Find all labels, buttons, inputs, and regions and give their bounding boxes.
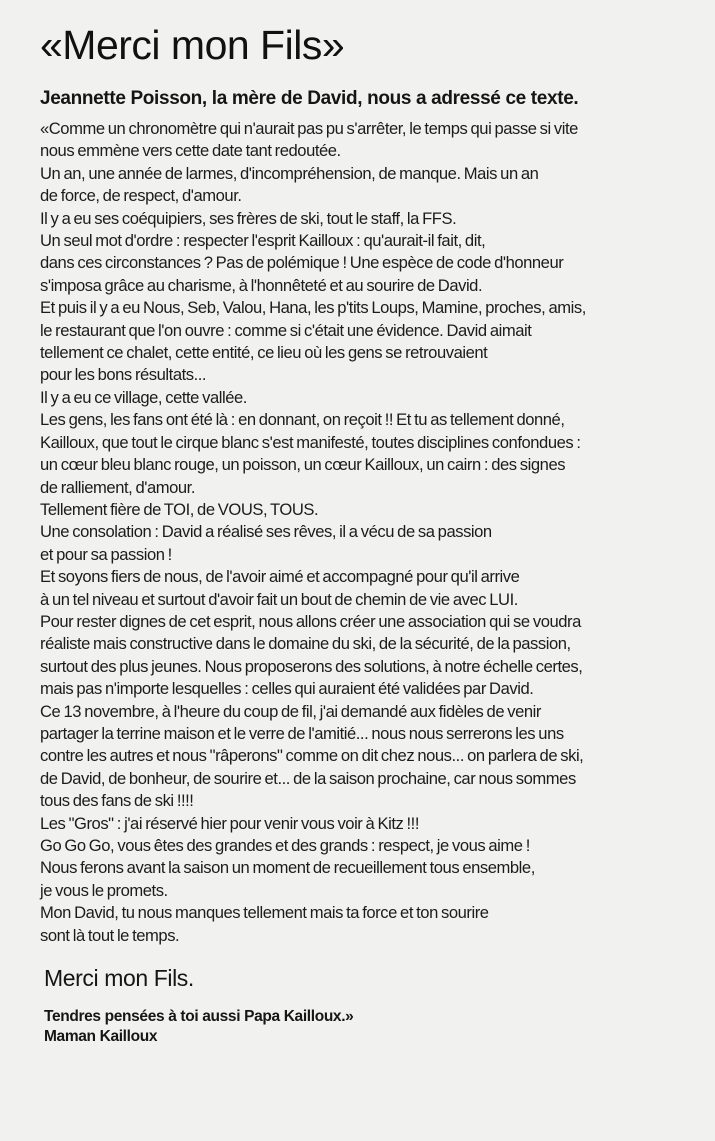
body-line: Kailloux, que tout le cirque blanc s'est manifesté, toutes disciplines confondues : (40, 432, 581, 452)
signature-block (44, 1007, 691, 1047)
body-line: Pour rester dignes de cet esprit, nous allons créer une association qui se voudra (40, 611, 581, 631)
article-subtitle: Jeannette Poisson, la mère de David, nous a adressé ce texte. (40, 88, 579, 109)
body-line: Go Go Go, vous êtes des grandes et des grands : respect, je vous aime ! (40, 836, 530, 855)
body-line: réaliste mais constructive dans le domaine du ski, de la sécurité, de la passion, (40, 634, 571, 654)
body-line: Tellement fière de TOI, de VOUS, TOUS. (40, 499, 319, 519)
body-line: dans ces circonstances ? Pas de polémique ! Une espèce de code d'honneur (40, 253, 564, 273)
body-line: s'imposa grâce au charisme, à l'honnêteté et au sourire de David. (40, 275, 483, 295)
signature-line: Tendres pensées à toi aussi Papa Kailloux.» (44, 1008, 354, 1026)
body-line: Les gens, les fans ont été là : en donnant, on reçoit !! Et tu as tellement donné, (40, 410, 565, 430)
closing-line: Merci mon Fils. (44, 965, 194, 992)
body-line: Une consolation : David a réalisé ses rêves, il a vécu de sa passion (40, 522, 492, 542)
body-line: tellement ce chalet, cette entité, ce lieu où les gens se retrouvaient (40, 343, 488, 363)
body-line: Mon David, tu nous manques tellement mais ta force et ton sourire (40, 903, 489, 923)
signature-author: Maman Kailloux (44, 1028, 158, 1046)
body-line: nous emmène vers cette date tant redoutée. (40, 141, 341, 161)
body-line: à un tel niveau et surtout d'avoir fait un bout de chemin de vie avec LUI. (40, 589, 518, 609)
body-line: un cœur bleu blanc rouge, un poisson, un cœur Kailloux, un cairn : des signes (40, 455, 566, 475)
body-line: sont là tout le temps. (40, 925, 180, 945)
body-line: de ralliement, d'amour. (40, 477, 195, 497)
body-line: Un an, une année de larmes, d'incompréhension, de manque. Mais un an (40, 163, 539, 183)
article-title: «Merci mon Fils» (40, 22, 345, 68)
body-line: partager la terrine maison et le verre de l'amitié... nous nous serrerons les uns (40, 723, 564, 743)
body-line: Il y a eu ses coéquipiers, ses frères de ski, tout le staff, la FFS. (40, 208, 457, 228)
body-line: tous des fans de ski !!!! (40, 791, 194, 811)
body-line: Ce 13 novembre, à l'heure du coup de fil, j'ai demandé aux fidèles de venir (40, 701, 541, 721)
body-line: surtout des plus jeunes. Nous proposerons des solutions, à notre échelle certes, (40, 656, 583, 676)
body-line: de David, de bonheur, de sourire et... de la saison prochaine, car nous sommes (40, 768, 576, 788)
body-line: «Comme un chronomètre qui n'aurait pas pu s'arrêter, le temps qui passe si vite (40, 119, 578, 138)
body-line: Il y a eu ce village, cette vallée. (40, 387, 247, 407)
article-body (40, 118, 691, 947)
body-line: Et puis il y a eu Nous, Seb, Valou, Hana, les p'tits Loups, Mamine, proches, amis, (40, 298, 586, 318)
body-line: Un seul mot d'ordre : respecter l'esprit Kailloux : qu'aurait-il fait, dit, (40, 231, 486, 251)
body-line: contre les autres et nous "râperons" comme on dit chez nous... on parlera de ski, (40, 746, 584, 766)
body-line: pour les bons résultats... (40, 365, 207, 385)
body-line: mais pas n'importe lesquelles : celles qui auraient été validées par David. (40, 679, 534, 699)
body-line: et pour sa passion ! (40, 544, 172, 564)
body-line: Et soyons fiers de nous, de l'avoir aimé et accompagné pour qu'il arrive (40, 567, 520, 587)
body-line: Nous ferons avant la saison un moment de recueillement tous ensemble, (40, 858, 535, 878)
body-line: le restaurant que l'on ouvre : comme si c'était une évidence. David aimait (40, 320, 532, 340)
body-line: je vous le promets. (40, 880, 168, 900)
body-line: Les "Gros" : j'ai réservé hier pour venir vous voir à Kitz !!! (40, 813, 419, 833)
body-line: de force, de respect, d'amour. (40, 186, 242, 206)
